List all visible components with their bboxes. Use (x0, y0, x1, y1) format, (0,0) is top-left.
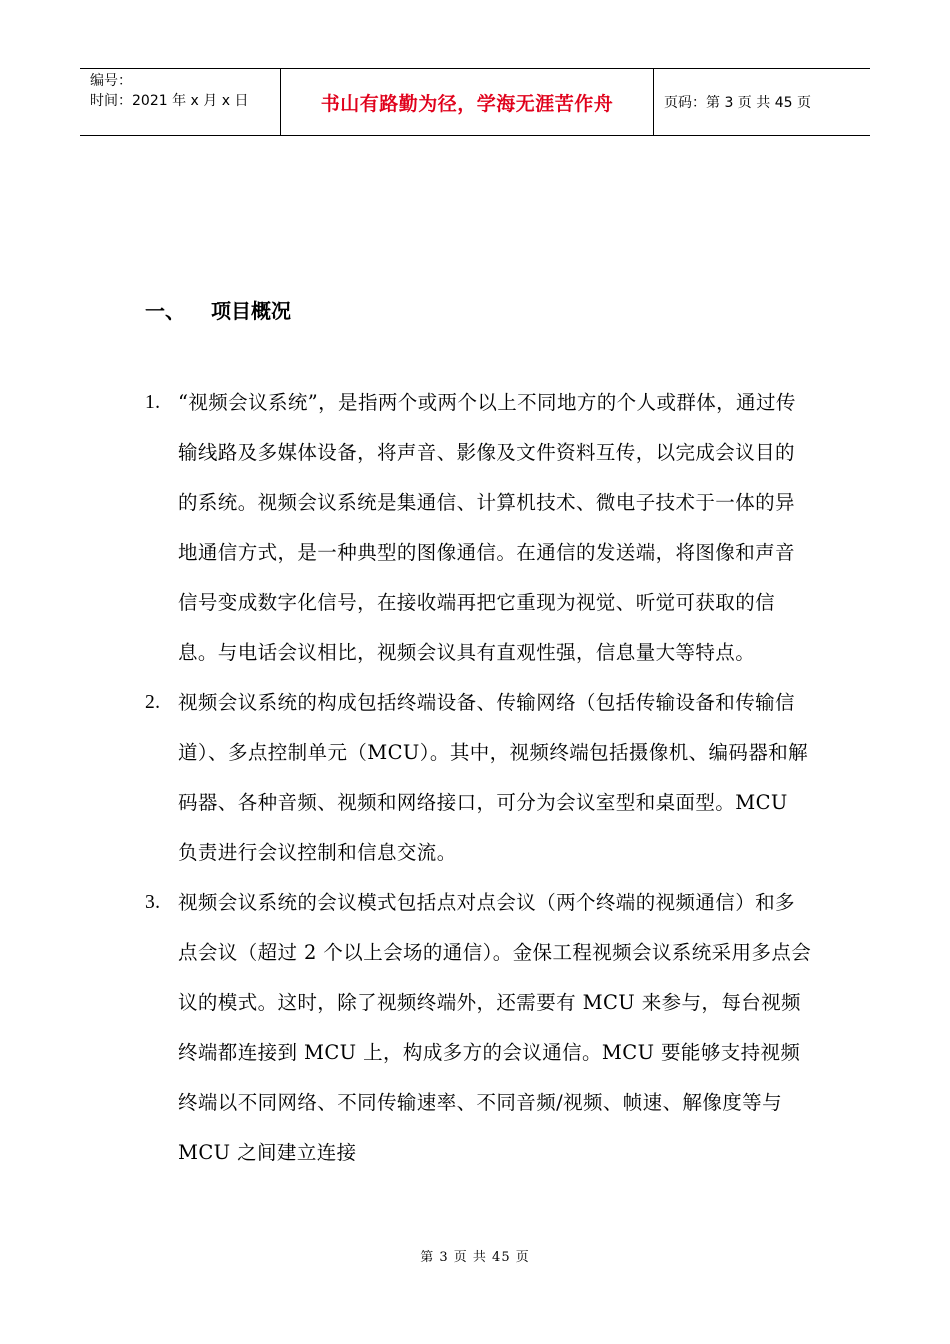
section-number: 一、 (145, 299, 185, 323)
list-item (145, 678, 825, 878)
section-title: 项目概况 (211, 299, 291, 323)
overview-list (145, 378, 825, 1178)
header-meta (80, 69, 281, 135)
list-item-text: 视频会议系统的构成包括终端设备、传输网络（包括传输设备和传输信道）、多点控制单元（MCU）。其中，视频终端包括摄像机、编码器和解码器、各种音频、视频和网络接口，可分为会议室型和桌面型。MCU 负责进行会议控制和信息交流。 (178, 691, 809, 864)
list-item-number: 1. (145, 392, 161, 413)
date-label: 时间：2021 年 x 月 x 日 (90, 93, 249, 109)
header-motto: 书山有路勤为径，学海无涯苦作舟 (281, 69, 654, 135)
list-item (145, 378, 825, 678)
list-item-number: 3. (145, 892, 161, 913)
page-footer: 第 3 页 共 45 页 (420, 1250, 530, 1265)
list-item-number: 2. (145, 692, 161, 713)
header-page-info: 页码：第 3 页 共 45 页 (664, 95, 811, 111)
list-item (145, 878, 825, 1178)
number-label: 编号： (90, 73, 132, 89)
page-header (80, 68, 870, 136)
list-item-text: 视频会议系统的会议模式包括点对点会议（两个终端的视频通信）和多点会议（超过 2 个以上会场的通信）。金保工程视频会议系统采用多点会议的模式。这时，除了视频终端外，还需要有 MCU 来参与，每台视频终端都连接到 MCU 上，构成多方的会议通信。MCU 要能够支持视频终端以不同网络、不同传输速率、不同音频/视频、帧速、解像度等与 MCU 之间建立连接 (178, 891, 812, 1164)
list-item-text: “视频会议系统”，是指两个或两个以上不同地方的个人或群体，通过传输线路及多媒体设备，将声音、影像及文件资料互传，以完成会议目的的系统。视频会议系统是集通信、计算机技术、微电子技术于一体的异地通信方式，是一种典型的图像通信。在通信的发送端，将图像和声音信号变成数字化信号，在接收端再把它重现为视觉、听觉可获取的信息。与电话会议相比，视频会议具有直观性强，信息量大等特点。 (178, 391, 796, 664)
section-heading (145, 296, 291, 326)
